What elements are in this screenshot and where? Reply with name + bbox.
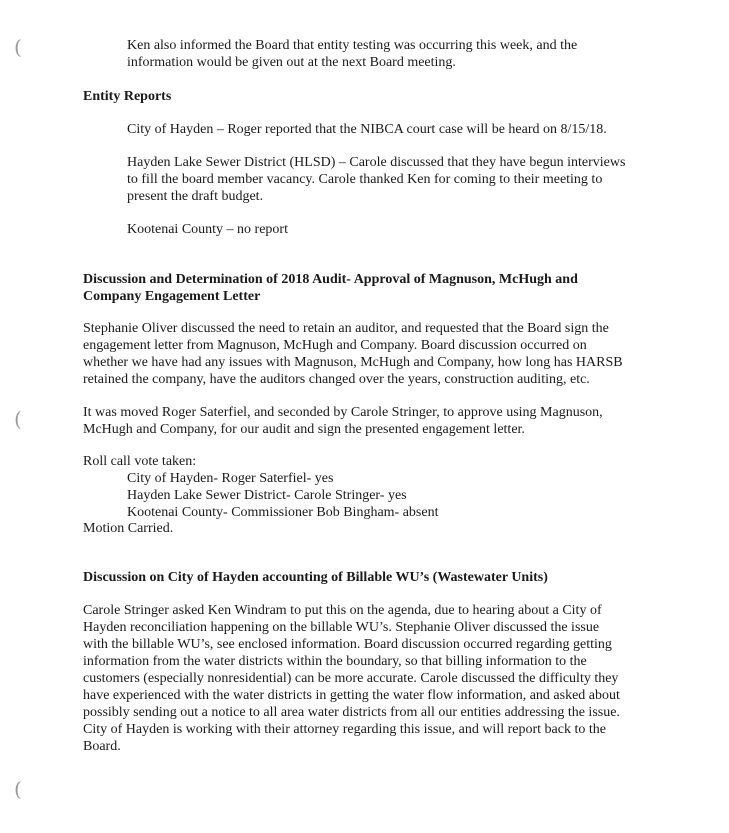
text-line: It was moved Roger Saterfiel, and seconded by Carole Stringer, to approve using Magnuson, [83, 405, 603, 420]
text-line: Board. [83, 739, 121, 754]
report-kootenai: Kootenai County – no report [127, 222, 288, 237]
text-line: Carole Stringer asked Ken Windram to put this on the agenda, due to hearing about a City of [83, 603, 602, 618]
text-line: to fill the board member vacancy. Carole thanked Ken for coming to their meeting to [127, 172, 603, 187]
heading-line: Company Engagement Letter [83, 289, 261, 304]
text-line: information from the water districts within the boundary, so that billing information to the [83, 654, 587, 669]
text-line: engagement letter from Magnuson, McHugh and Company. Board discussion occurred on [83, 338, 587, 353]
audit-heading [83, 271, 653, 305]
roll-call-label: Roll call vote taken: [83, 454, 197, 469]
entity-reports-heading: Entity Reports [83, 89, 172, 104]
text-line: possibly sending out a notice to all area water districts from all our entities addressing the issue. [83, 705, 620, 720]
audit-motion-paragraph [83, 404, 653, 438]
text-line: present the draft budget. [127, 189, 264, 204]
vote-item: City of Hayden- Roger Saterfiel- yes [127, 471, 334, 486]
vote-item: Hayden Lake Sewer District- Carole Stringer- yes [127, 488, 407, 503]
text-line: Hayden reconciliation happening on the billable WU’s. Stephanie Oliver discussed the issue [83, 620, 600, 635]
text-line: information would be given out at the next Board meeting. [127, 55, 456, 70]
roll-call-votes [127, 470, 438, 521]
hole-punch-mark: ( [14, 407, 22, 431]
text-line: McHugh and Company, for our audit and sign the presented engagement letter. [83, 422, 525, 437]
text-line: retained the company, have the auditors changed over the years, construction auditing, etc. [83, 372, 590, 387]
text-line: Stephanie Oliver discussed the need to retain an auditor, and requested that the Board sign the [83, 321, 609, 336]
vote-item: Kootenai County- Commissioner Bob Bingham- absent [127, 505, 439, 520]
report-hlsd [127, 154, 687, 205]
text-line: have experienced with the water districts in getting the water flow information, and asked about [83, 688, 620, 703]
text-line: whether we have had any issues with Magnuson, McHugh and Company, how long has HARSB [83, 355, 623, 370]
heading-line: Discussion and Determination of 2018 Audit- Approval of Magnuson, McHugh and [83, 272, 578, 287]
hole-punch-mark: ( [14, 777, 22, 801]
billable-heading: Discussion on City of Hayden accounting of Billable WU’s (Wastewater Units) [83, 570, 548, 585]
text-line: Hayden Lake Sewer District (HLSD) – Carole discussed that they have begun interviews [127, 155, 626, 170]
text-line: City of Hayden is working with their attorney regarding this issue, and will report back to the [83, 722, 606, 737]
motion-result: Motion Carried. [83, 521, 174, 536]
intro-paragraph [127, 37, 687, 71]
report-hayden: City of Hayden – Roger reported that the NIBCA court case will be heard on 8/15/18. [127, 122, 607, 137]
text-line: Ken also informed the Board that entity testing was occurring this week, and the [127, 38, 578, 53]
audit-paragraph-1 [83, 320, 653, 388]
billable-paragraph [83, 602, 653, 755]
hole-punch-mark: ( [14, 35, 22, 59]
text-line: with the billable WU’s, see enclosed information. Board discussion occurred regarding getting [83, 637, 612, 652]
text-line: customers (especially nonresidential) can be more accurate. Carole discussed the difficulty they [83, 671, 619, 686]
